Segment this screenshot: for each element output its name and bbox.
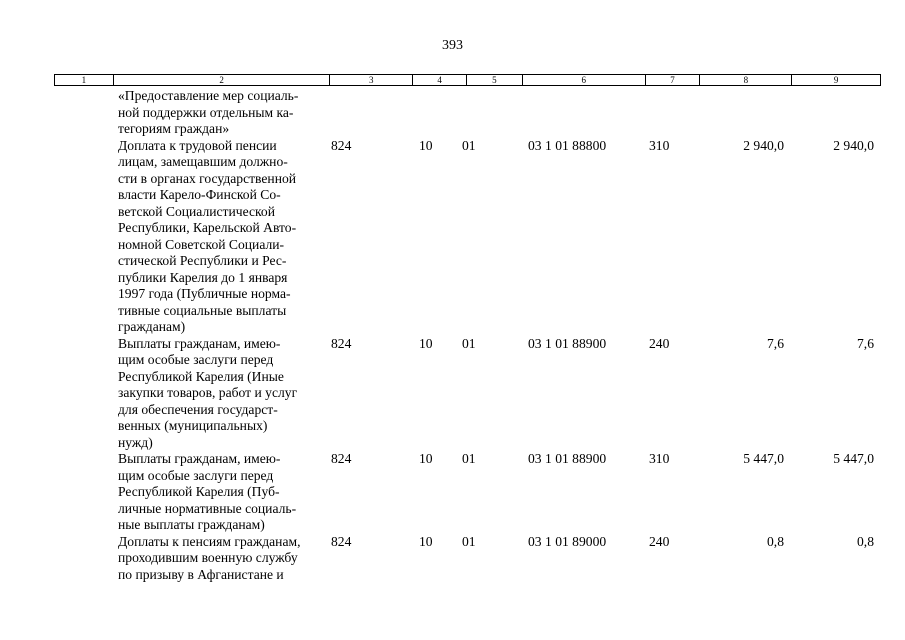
table-row (0, 138, 905, 336)
row-expense-type: 310 (649, 137, 670, 153)
row-name: Выплаты гражданам, имею- щим особые заслуги перед Республикой Карелия (Иные закупки товаров, работ и услуг для обеспечения государст- венных (муниципальных) нужд) (118, 335, 298, 450)
row-subsection: 01 (462, 533, 476, 549)
page-number: 393 (442, 38, 463, 53)
header-col-7: 7 (645, 75, 700, 85)
header-col-1: 1 (81, 75, 87, 85)
row-section: 10 (419, 451, 433, 466)
row-section: 10 (419, 533, 433, 549)
row-sum-2: 7,6 (857, 335, 874, 351)
continuation-row (0, 88, 905, 138)
table-row (0, 336, 905, 452)
row-ved: 824 (331, 533, 352, 549)
row-section: 10 (419, 335, 433, 351)
row-section: 10 (419, 137, 433, 153)
row-sum-1: 5 447,0 (743, 451, 784, 466)
header-col-9: 9 (791, 75, 880, 85)
row-sum-2: 5 447,0 (833, 451, 874, 466)
continuation-text: «Предоставление мер социаль- ной поддержки отдельным ка- тегориям граждан» (118, 88, 299, 136)
header-col-5: 5 (466, 75, 522, 85)
row-target-article: 03 1 01 88800 (528, 137, 607, 153)
row-expense-type: 310 (649, 451, 670, 466)
row-subsection: 01 (462, 335, 476, 351)
row-sum-2: 0,8 (857, 533, 874, 549)
row-sum-1: 2 940,0 (743, 137, 784, 153)
table-row (0, 451, 905, 534)
row-expense-type: 240 (649, 335, 670, 351)
row-target-article: 03 1 01 88900 (528, 451, 607, 466)
row-name: Выплаты гражданам, имею- щим особые заслуги перед Республикой Карелия (Пуб- личные нормативные социаль- ные выплаты гражданам) (118, 451, 297, 532)
row-target-article: 03 1 01 89000 (528, 533, 607, 549)
header-col-3: 3 (329, 75, 412, 85)
header-col-4: 4 (412, 75, 466, 85)
header-col-8: 8 (699, 75, 791, 85)
row-sum-1: 7,6 (767, 335, 784, 351)
row-expense-type: 240 (649, 533, 670, 549)
row-sum-1: 0,8 (767, 533, 784, 549)
header-col-2: 2 (113, 75, 329, 85)
row-name: Доплата к трудовой пенсии лицам, замещавшим должно- сти в органах государственной власти Карело-Финской Со- ветской Социалистической Республики, Карельской Авто- номной Советской Социали- стической Республики и Рес- публики Карелия до 1 января 1997 года (Публичные норма- тивные социальные выплаты гражданам) (118, 137, 297, 334)
table-row (0, 534, 905, 584)
row-subsection: 01 (462, 137, 476, 153)
table-body (0, 88, 905, 583)
table-header (54, 74, 881, 86)
header-col-6: 6 (522, 75, 645, 85)
row-ved: 824 (331, 137, 352, 153)
row-ved: 824 (331, 451, 352, 466)
row-subsection: 01 (462, 451, 476, 466)
row-sum-2: 2 940,0 (833, 137, 874, 153)
row-name: Доплаты к пенсиям гражданам, проходившим военную службу по призыву в Афганистане и (118, 533, 301, 582)
row-ved: 824 (331, 335, 352, 351)
row-target-article: 03 1 01 88900 (528, 335, 607, 351)
